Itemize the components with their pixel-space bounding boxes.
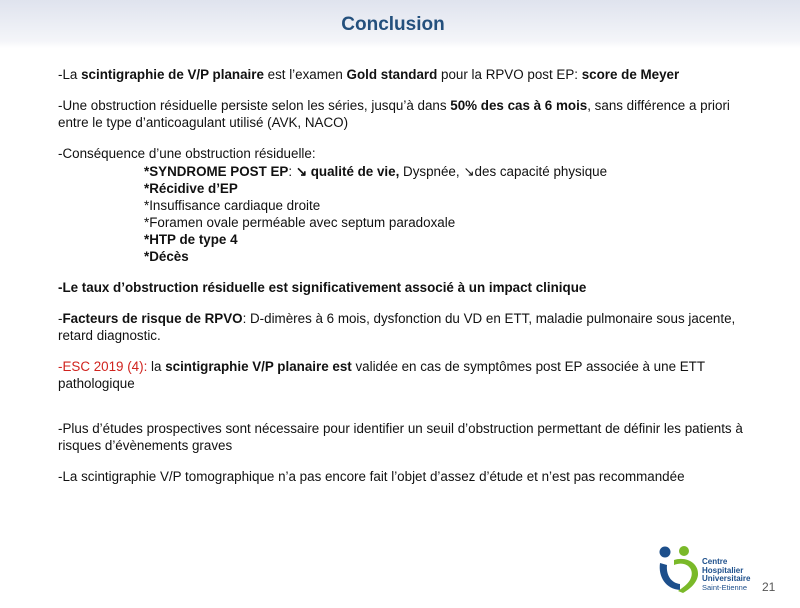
- logo-line: Centre: [702, 557, 728, 566]
- bold-text: Gold standard: [346, 67, 438, 82]
- paragraph-clinical-impact: [58, 279, 758, 296]
- list-item: [144, 163, 758, 180]
- consequences-list: [144, 163, 758, 265]
- text: : D-dimères à 6 mois, dysfonction du VD en ETT, maladie pulmonaire sous jacente, retard diagnostic.: [58, 311, 736, 343]
- page-title: Conclusion: [341, 14, 445, 35]
- list-item: *Décès: [144, 249, 189, 264]
- list-item: *Insuffisance cardiaque droite: [144, 198, 321, 213]
- slide-content: [58, 66, 758, 499]
- list-item: *HTP de type 4: [144, 232, 238, 247]
- paragraph-gold-standard: [58, 66, 758, 83]
- text: est l’examen: [263, 67, 347, 82]
- bold-text: ↘ qualité de vie,: [295, 164, 400, 179]
- list-item: *Récidive d’EP: [144, 181, 238, 196]
- bold-text: Facteurs de risque de RPVO: [62, 311, 243, 326]
- bold-text: scintigraphie V/P planaire est: [165, 359, 352, 374]
- text: validée en cas de symptômes post EP associée à une ETT pathologique: [58, 359, 705, 391]
- text: la: [147, 359, 166, 374]
- bold-text: 50% des cas à 6 mois: [450, 98, 588, 113]
- page-number: 21: [762, 580, 776, 594]
- text: -La: [58, 67, 82, 82]
- logo-line: Universitaire: [702, 574, 751, 584]
- consequences-intro: -Conséquence d’une obstruction résiduelle:: [58, 146, 316, 161]
- logo-text: [702, 558, 750, 592]
- bold-text: -Le taux d’obstruction résiduelle est significativement associé à un impact clinique: [58, 280, 587, 295]
- paragraph-prospective-studies: -Plus d’études prospectives sont nécessaire pour identifier un seuil d’obstruction permettant de définir les patients à risques d’évènements graves: [58, 421, 743, 453]
- paragraph-risk-factors: [58, 310, 758, 344]
- text: :: [288, 164, 296, 179]
- paragraph-tomographic: -La scintigraphie V/P tomographique n’a pas encore fait l’objet d’assez d’étude et n’est pas recommandée: [58, 469, 685, 484]
- text: Dyspnée, ↘des capacité physique: [399, 164, 608, 179]
- red-text: -ESC 2019 (4):: [58, 359, 148, 374]
- bold-text: scintigraphie de V/P planaire: [81, 67, 264, 82]
- paragraph-consequences: [58, 145, 758, 265]
- logo-line: Saint-Etienne: [702, 582, 748, 592]
- paragraph-esc-2019: [58, 358, 758, 392]
- bold-text: score de Meyer: [581, 67, 680, 82]
- logo-line: Hospitalier: [702, 565, 744, 575]
- text: , sans différence a priori entre le type d’anticoagulant utilisé (AVK, NACO): [58, 98, 730, 130]
- text: -: [58, 311, 63, 326]
- list-item: *Foramen ovale perméable avec septum paradoxale: [144, 215, 456, 230]
- text: -Une obstruction résiduelle persiste selon les séries, jusqu’à dans: [58, 98, 451, 113]
- text: pour la RPVO post EP:: [437, 67, 582, 82]
- bold-text: *SYNDROME POST EP: [144, 164, 289, 179]
- paragraph-residual-obstruction: [58, 97, 758, 131]
